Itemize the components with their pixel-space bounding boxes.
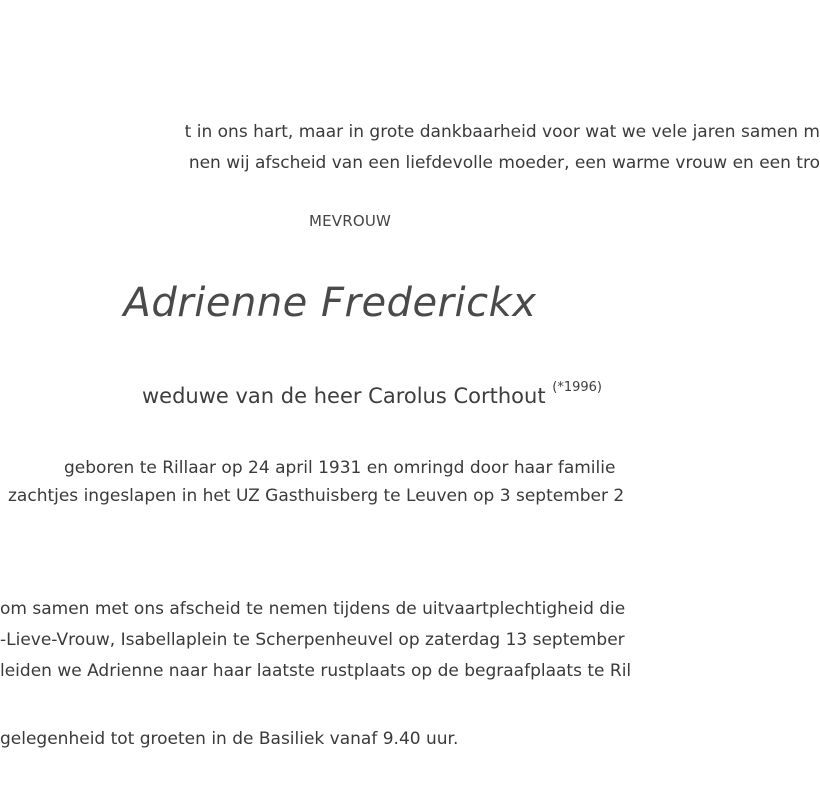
greeting-line: gelegenheid tot groeten in de Basiliek vanaf 9.40 uur.	[0, 729, 459, 749]
death-line: zachtjes ingeslapen in het UZ Gasthuisberg te Leuven op 3 september 2	[8, 486, 625, 506]
birth-line: geboren te Rillaar op 24 april 1931 en omringd door haar familie	[64, 458, 616, 478]
honorific: MEVROUW	[308, 212, 392, 230]
intro-line-1: t in ons hart, maar in grote dankbaarheid voor wat we vele jaren samen m	[184, 122, 820, 142]
intro-line-2: nen wij afscheid van een liefdevolle moeder, een warme vrouw en een tro	[188, 153, 820, 173]
spouse-year: (*1996)	[552, 380, 602, 395]
spouse-line	[22, 379, 722, 409]
spouse-text: weduwe van de heer Carolus Corthout	[142, 384, 546, 408]
funeral-line-3: leiden we Adrienne naar haar laatste rustplaats op de begraafplaats te Ril	[0, 661, 632, 681]
funeral-line-1: om samen met ons afscheid te nemen tijdens de uitvaartplechtigheid die	[0, 599, 626, 619]
funeral-line-2: -Lieve-Vrouw, Isabellaplein te Scherpenheuvel op zaterdag 13 september	[0, 630, 625, 650]
deceased-name: Adrienne Frederickx	[123, 280, 537, 326]
